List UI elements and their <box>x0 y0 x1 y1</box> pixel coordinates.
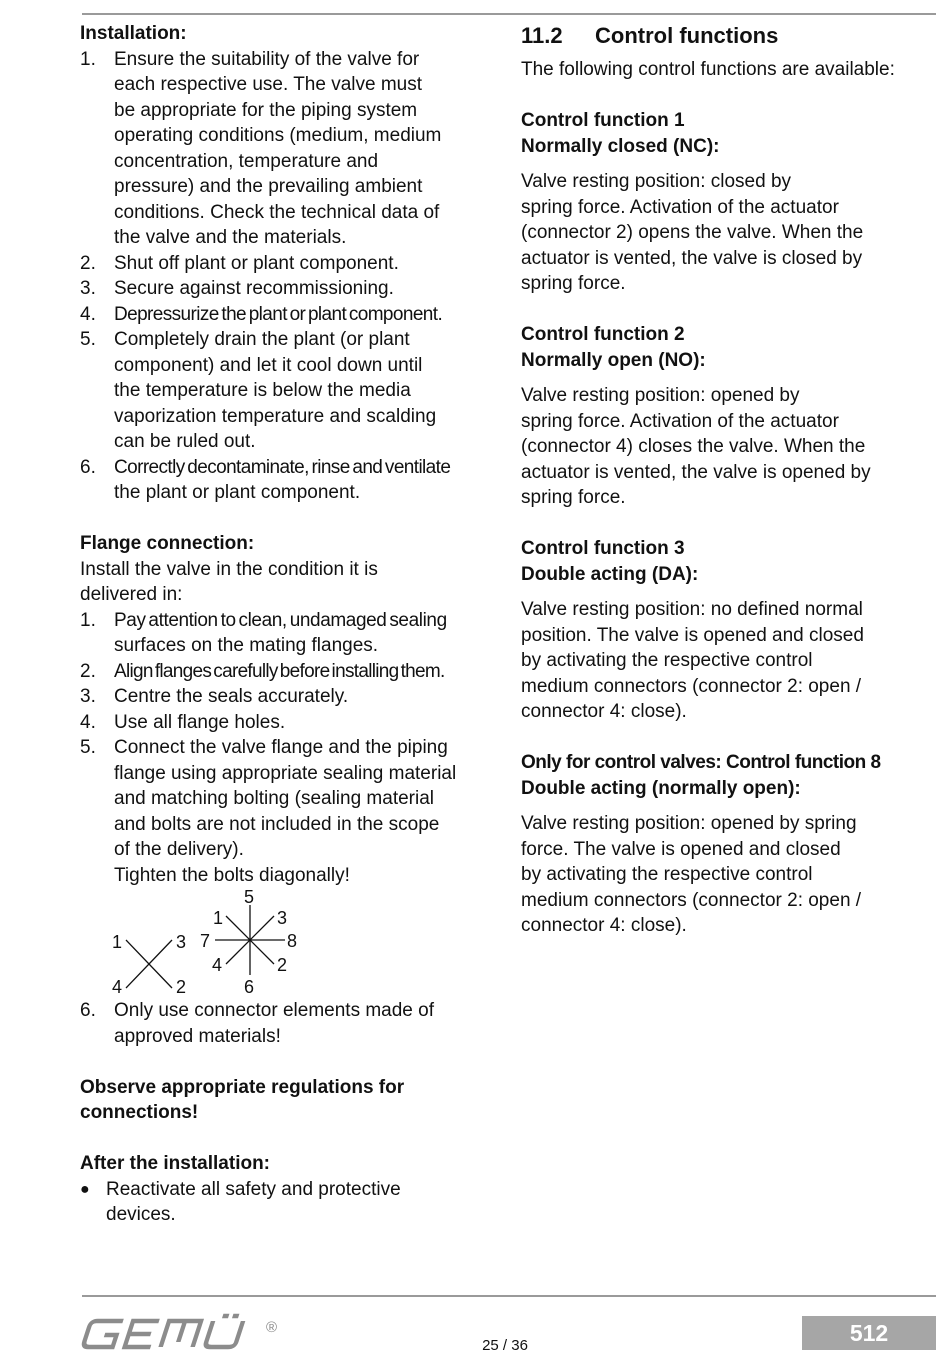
list-text <box>114 47 500 251</box>
list-text <box>114 302 500 328</box>
text-line: and bolts are not included in the scope <box>114 813 440 835</box>
text-line: position. The valve is opened and closed <box>521 624 864 646</box>
text-line: Observe appropriate regulations for <box>80 1076 405 1098</box>
document-number-badge: 512 <box>802 1316 936 1350</box>
section-heading <box>521 21 946 51</box>
section-intro: The following control functions are available: <box>521 59 895 80</box>
bolt-label: 3 <box>277 908 288 928</box>
eight-bolt-pattern <box>200 887 297 997</box>
control-function-8 <box>521 750 946 939</box>
list-number: 3. <box>80 278 96 299</box>
bolt-label: 4 <box>112 977 123 997</box>
list-text <box>114 276 500 302</box>
bolt-label: 1 <box>112 932 123 952</box>
installation-heading: Installation: <box>80 23 187 44</box>
control-function-3 <box>521 536 946 725</box>
bolt-label: 1 <box>213 908 224 928</box>
after-installation-heading: After the installation: <box>80 1153 271 1174</box>
bolt-label: 3 <box>176 932 187 952</box>
text-line: each respective use. The valve must <box>114 74 423 95</box>
text-line: of the delivery). <box>114 839 244 860</box>
list-text <box>114 684 500 710</box>
list-item <box>80 276 500 302</box>
text-line: Secure against recommissioning. <box>114 278 394 299</box>
function-title: Only for control valves: Control function 8 <box>521 752 881 773</box>
text-line: spring force. Activation of the actuator <box>521 410 839 432</box>
text-line: devices. <box>106 1204 176 1225</box>
list-item <box>80 659 500 685</box>
text-line: and matching bolting (sealing material <box>114 788 435 809</box>
list-text <box>114 251 500 277</box>
list-item <box>80 455 500 506</box>
text-line: Shut off plant or plant component. <box>114 252 399 274</box>
list-number: 1. <box>80 609 96 631</box>
list-number: 5. <box>80 329 96 350</box>
text-line: surfaces on the mating flanges. <box>114 635 379 656</box>
bolt-label: 4 <box>212 955 223 975</box>
list-item <box>80 710 500 736</box>
text-line: force. The valve is opened and closed <box>521 838 841 860</box>
text-line: spring force. <box>521 273 626 294</box>
flange-heading: Flange connection: <box>80 533 255 554</box>
list-item <box>80 998 500 1049</box>
function-subtitle: Normally closed (NC): <box>521 135 720 157</box>
list-text <box>114 735 500 888</box>
text-line: medium connectors (connector 2: open / <box>521 889 862 911</box>
text-line: medium connectors (connector 2: open / <box>521 675 862 697</box>
section-title: Control functions <box>595 23 779 48</box>
text-line: (connector 4) closes the valve. When the <box>521 436 866 457</box>
text-line: operating conditions (medium, medium <box>114 125 442 146</box>
function-subtitle: Normally open (NO): <box>521 349 706 371</box>
function-title: Control function 2 <box>521 324 685 345</box>
observe-note <box>80 1075 500 1126</box>
text-line: (connector 2) opens the valve. When the <box>521 222 864 243</box>
left-column <box>80 21 500 1228</box>
list-number: 2. <box>80 252 96 274</box>
text-line: vaporization temperature and scalding <box>114 405 437 427</box>
text-line: the plant or plant component. <box>114 482 361 503</box>
text-line: Depressurize the plant or plant component. <box>114 303 443 325</box>
text-line: concentration, temperature and <box>114 150 379 172</box>
function-title: Control function 3 <box>521 538 685 559</box>
list-item <box>80 327 500 455</box>
list-item <box>80 1177 500 1228</box>
bolt-label: 6 <box>244 977 255 997</box>
control-function-2 <box>521 322 946 511</box>
text-line: Valve resting position: closed by <box>521 171 792 192</box>
text-line: Tighten the bolts diagonally! <box>114 864 350 886</box>
list-item <box>80 608 500 659</box>
list-text <box>114 327 500 455</box>
text-line: Use all flange holes. <box>114 711 286 733</box>
four-bolt-pattern <box>112 932 186 997</box>
bolt-label: 2 <box>176 977 187 997</box>
registered-mark: ® <box>266 1319 278 1336</box>
bolt-label: 2 <box>277 955 288 975</box>
text-line: can be ruled out. <box>114 431 256 452</box>
text-line: conditions. Check the technical data of <box>114 201 440 223</box>
text-line: be appropriate for the piping system <box>114 99 418 121</box>
list-number: 2. <box>80 660 96 682</box>
list-item <box>80 302 500 328</box>
function-subtitle: Double acting (normally open): <box>521 777 801 799</box>
bottom-divider <box>82 1295 936 1297</box>
right-column <box>521 21 946 939</box>
list-item <box>80 684 500 710</box>
list-number: 1. <box>80 48 96 70</box>
text-line: Valve resting position: opened by spring <box>521 813 857 834</box>
list-text <box>114 710 500 736</box>
text-line: Valve resting position: no defined normal <box>521 599 863 620</box>
list-number: 4. <box>80 303 96 325</box>
list-number: 4. <box>80 711 96 733</box>
list-number: 6. <box>80 456 96 478</box>
bolt-label: 7 <box>200 931 211 951</box>
text-line: Connect the valve flange and the piping <box>114 737 448 758</box>
text-line: Align flanges carefully before installing them. <box>114 660 445 682</box>
list-text <box>114 455 500 506</box>
bolt-tightening-diagram <box>110 885 330 1000</box>
section-number: 11.2 <box>521 23 563 48</box>
text-line: the temperature is below the media <box>114 380 411 401</box>
text-line: Centre the seals accurately. <box>114 686 349 707</box>
text-line: actuator is vented, the valve is opened by <box>521 461 871 483</box>
gemu-logo <box>80 1312 290 1352</box>
top-divider <box>82 13 936 15</box>
list-item <box>80 47 500 251</box>
list-text <box>114 998 500 1049</box>
list-item <box>80 735 500 888</box>
installation-steps <box>80 47 500 506</box>
bolt-label: 5 <box>244 887 255 907</box>
bullet-icon: ● <box>80 1180 90 1198</box>
text-line: delivered in: <box>80 584 183 605</box>
control-function-1 <box>521 108 946 297</box>
text-line: connector 4: close). <box>521 701 687 722</box>
text-line: by activating the respective control <box>521 864 813 885</box>
text-line: connections! <box>80 1102 199 1123</box>
text-line: Ensure the suitability of the valve for <box>114 48 420 70</box>
page-number: 25 / 36 <box>482 1337 528 1354</box>
text-line: Pay attention to clean, undamaged sealing <box>114 609 447 631</box>
text-line: spring force. <box>521 487 626 508</box>
function-title: Control function 1 <box>521 110 685 131</box>
function-subtitle: Double acting (DA): <box>521 563 699 585</box>
list-text <box>106 1177 500 1228</box>
list-text <box>114 659 500 685</box>
text-line: Valve resting position: opened by <box>521 385 800 406</box>
bolt-label: 8 <box>287 931 298 951</box>
list-text <box>114 608 500 659</box>
text-line: Install the valve in the condition it is <box>80 558 378 580</box>
text-line: the valve and the materials. <box>114 227 347 248</box>
text-line: spring force. Activation of the actuator <box>521 196 839 218</box>
list-number: 3. <box>80 686 96 707</box>
text-line: pressure) and the prevailing ambient <box>114 176 423 197</box>
text-line: by activating the respective control <box>521 650 813 671</box>
text-line: Reactivate all safety and protective <box>106 1178 401 1200</box>
text-line: Only use connector elements made of <box>114 1000 435 1021</box>
flange-steps <box>80 608 500 889</box>
text-line: Completely drain the plant (or plant <box>114 329 410 350</box>
text-line: connector 4: close). <box>521 915 687 936</box>
list-item <box>80 251 500 277</box>
text-line: Correctly decontaminate, rinse and ventilate <box>114 456 451 478</box>
list-number: 6. <box>80 1000 96 1021</box>
text-line: actuator is vented, the valve is closed by <box>521 247 863 269</box>
list-number: 5. <box>80 737 96 758</box>
text-line: approved materials! <box>114 1025 281 1047</box>
text-line: component) and let it cool down until <box>114 354 423 376</box>
text-line: flange using appropriate sealing material <box>114 762 457 784</box>
